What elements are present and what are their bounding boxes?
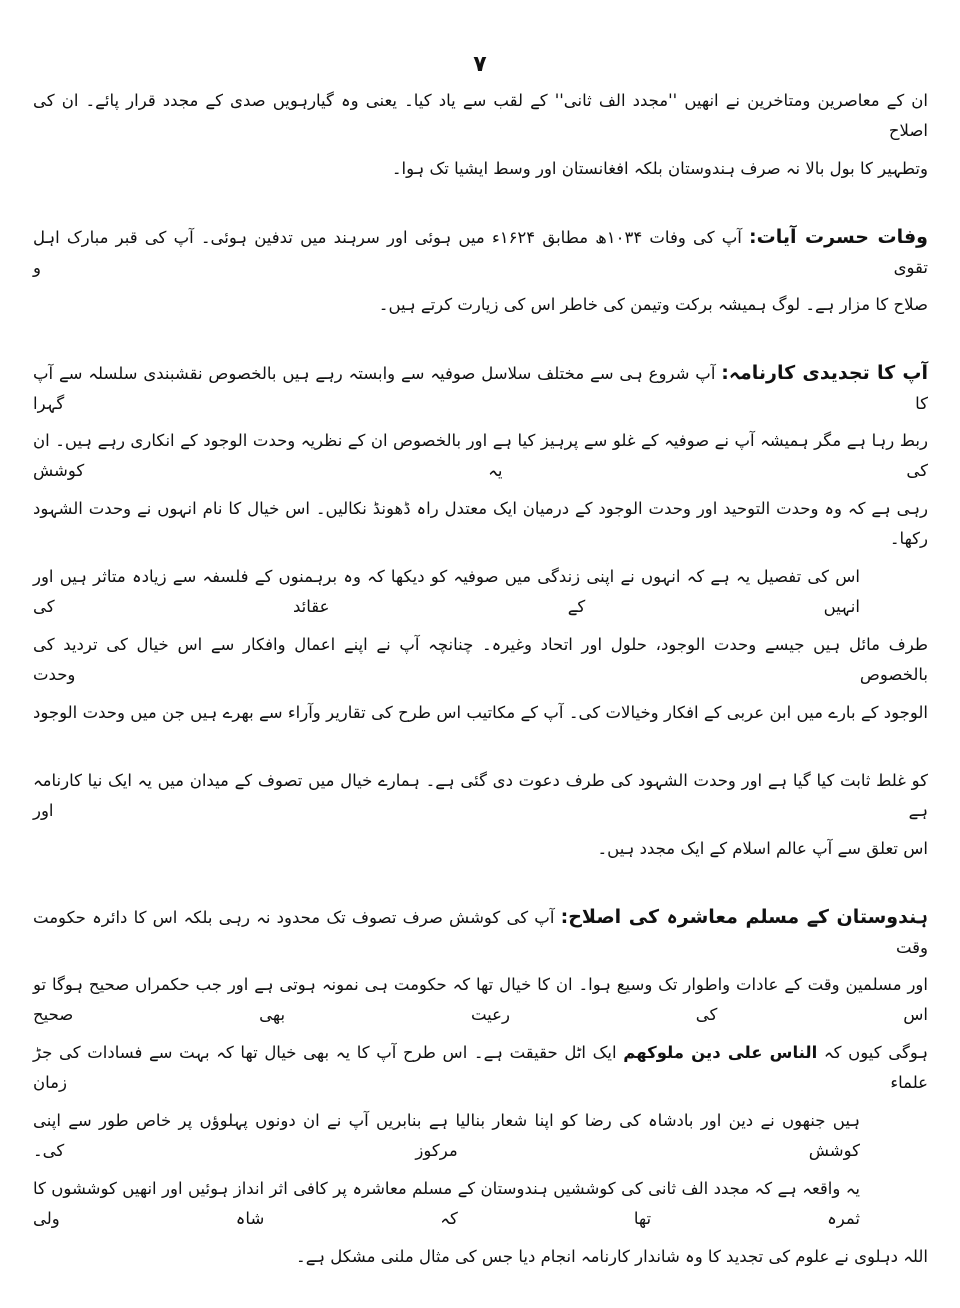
text-line: آپ شروع ہی سے مختلف سلاسل صوفیہ سے وابستہ رہے ہیں بالخصوص نقشبندی سلسلہ سے آپ کا گہرا <box>33 364 928 413</box>
text-line: طرف مائل ہیں جیسے وحدت الوجود، حلول اور اتحاد وغیرہ۔ چنانچہ آپ نے اپنے اعمال وافکار سے اس خیال کی تردید کی بالخصوص وحدت <box>33 635 928 684</box>
section-death <box>33 222 928 277</box>
text-line: اور مسلمین وقت کے عادات واطوار تک وسیع ہوا۔ ان کا خیال تھا کہ حکومت ہی نمونہ ہوتی ہے اور جب حکمراں صحیح ہوگا تو اس کی رعیت بھی صحیح <box>33 975 928 1024</box>
text-line: اس کی تفصیل یہ ہے کہ انہوں نے اپنی زندگی میں صوفیہ کو دیکھا کہ وہ برہمنوں کے فلسفہ سے زیادہ متاثر ہیں اور انہیں کے عقائد کی <box>33 567 860 616</box>
text-line: یہ واقعہ ہے کہ مجدد الف ثانی کی کوششیں ہندوستان کے مسلم معاشرہ پر کافی اثر انداز ہوئیں اور انھیں کوششوں کا ثمرہ تھا کہ شاہ ولی <box>33 1179 860 1228</box>
text-fragment: ہوگی کیوں کہ <box>823 1043 929 1062</box>
arabic-quote: الناس علی دین ملوکهم <box>623 1043 818 1062</box>
text-line-with-quote <box>33 1038 929 1092</box>
text-line: اللہ دہلوی نے علوم کی تجدید کا وہ شاندار کارنامہ انجام دیا جس کی مثال ملنی مشکل ہے۔ <box>296 1247 928 1266</box>
text-line: اس تعلق سے آپ عالم اسلام کے ایک مجدد ہیں۔ <box>597 839 928 858</box>
text-line: ہیں جنھوں نے دین اور بادشاہ کی رضا کو اپنا شعار بنالیا ہے بنابریں آپ نے ان دونوں پہلوؤں پر خاص طور سے اپنی کوشش مرکوز کی۔ <box>33 1111 860 1160</box>
text-line: آپ کی کوشش صرف تصوف تک محدود نہ رہی بلکہ اس کا دائرہ حکومت وقت <box>33 908 928 957</box>
text-line: کو غلط ثابت کیا گیا ہے اور وحدت الشہود کی طرف دعوت دی گئی ہے۔ ہمارے خیال میں تصوف کے میدان میں یہ ایک نیا کارنامہ ہے اور <box>33 771 928 820</box>
text-line: الوجود کے بارے میں ابن عربی کے افکار وخیالات کی۔ آپ کے مکاتیب اس طرح کی تقاریر وآراء سے بھرے ہیں جن میں وحدت الوجود <box>33 703 928 722</box>
text-fragment: ایک اٹل حقیقت ہے۔ اس طرح آپ کا یہ بھی خیال تھا کہ بہت سے فسادات کی جڑ علماء زمان <box>33 1043 928 1092</box>
section-renewal <box>33 358 928 413</box>
text-line: وتطہیر کا بول بالا نہ صرف ہندوستان بلکہ افغانستان اور وسط ایشیا تک ہوا۔ <box>391 159 928 178</box>
page-number: ۷ <box>473 52 487 77</box>
text-line: صلاح کا مزار ہے۔ لوگ ہمیشہ برکت وتیمن کی خاطر اس کی زیارت کرتے ہیں۔ <box>378 295 928 314</box>
text-line: ان کے معاصرین ومتاخرین نے انھیں ''مجدد الف ثانی'' کے لقب سے یاد کیا۔ یعنی وہ گیارہویں صدی کے مجدد قرار پائے۔ ان کی اصلاح <box>33 91 928 140</box>
text-line: آپ کی وفات ۱۰۳۴ھ مطابق ۱۶۲۴ء میں ہوئی اور سرہند میں تدفین ہوئی۔ آپ کی قبر مبارک اہل تقوی و <box>33 228 928 277</box>
section-heading: وفات حسرت آیات: <box>749 226 928 248</box>
section-heading: آپ کا تجدیدی کارنامہ: <box>721 362 928 384</box>
section-reform <box>33 902 928 957</box>
text-line: ربط رہا ہے مگر ہمیشہ آپ نے صوفیہ کے غلو سے پرہیز کیا ہے اور بالخصوص ان کے نظریہ وحدت الوجود کے انکاری رہے ہیں۔ ان کی یہ کوشش <box>33 431 928 480</box>
text-line: رہی ہے کہ وہ وحدت التوحید اور وحدت الوجود کے درمیان ایک معتدل راہ ڈھونڈ نکالیں۔ اس خیال کا نام انہوں نے وحدت الشہود رکھا۔ <box>33 499 928 548</box>
section-heading: ہندوستان کے مسلم معاشرہ کی اصلاح: <box>560 906 928 928</box>
